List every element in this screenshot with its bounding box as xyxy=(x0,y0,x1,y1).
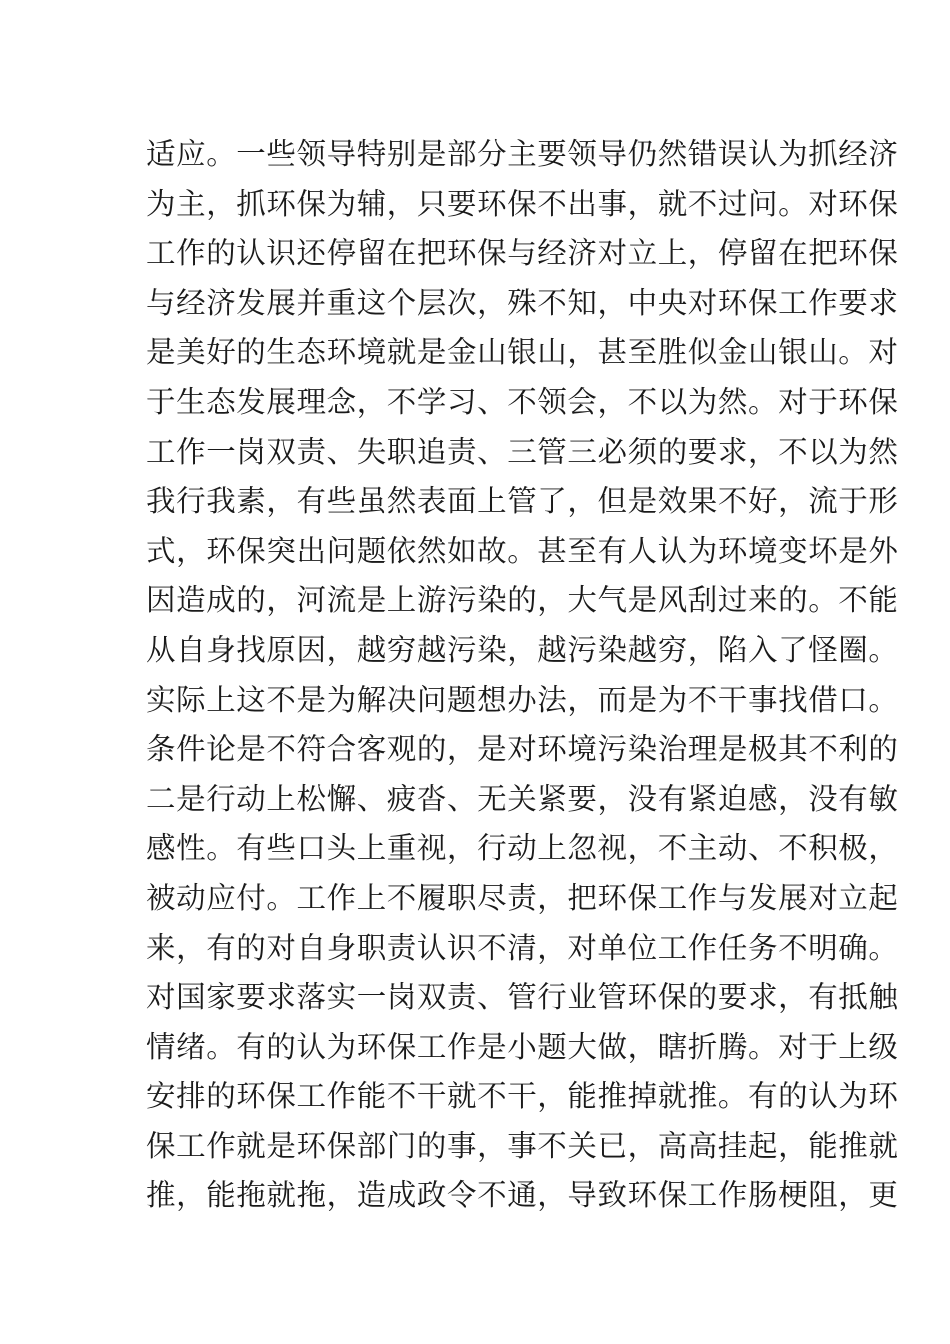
text-line-5: 是美好的生态环境就是金山银山，甚至胜似金山银山。对 xyxy=(146,335,899,370)
text-line-11: 从自身找原因，越穷越污染，越污染越穷，陷入了怪圈。 xyxy=(146,632,899,667)
text-line-18: 对国家要求落实一岗双责、管行业管环保的要求，有抵触 xyxy=(146,980,899,1015)
text-line-7: 工作一岗双责、失职追责、三管三必须的要求，不以为然 xyxy=(146,434,899,469)
text-line-3: 工作的认识还停留在把环保与经济对立上，停留在把环保 xyxy=(146,236,899,271)
text-line-8: 我行我素，有些虽然表面上管了，但是效果不好，流于形 xyxy=(146,484,899,519)
text-line-10: 因造成的，河流是上游污染的，大气是风刮过来的。不能 xyxy=(146,583,899,618)
text-line-15: 感性。有些口头上重视，行动上忽视，不主动、不积极， xyxy=(146,831,899,866)
text-line-12: 实际上这不是为解决问题想办法，而是为不干事找借口。 xyxy=(146,682,899,717)
text-line-1: 适应。一些领导特别是部分主要领导仍然错误认为抓经济 xyxy=(146,137,899,171)
text-line-21: 保工作就是环保部门的事，事不关已，高高挂起，能推就 xyxy=(146,1128,899,1163)
text-line-22: 推，能拖就拖，造成政令不通，导致环保工作肠梗阻，更 xyxy=(146,1178,899,1213)
text-line-19: 情绪。有的认为环保工作是小题大做，瞎折腾。对于上级 xyxy=(146,1029,899,1064)
text-line-16: 被动应付。工作上不履职尽责，把环保工作与发展对立起 xyxy=(146,880,899,915)
text-line-14: 二是行动上松懈、疲沓、无关紧要，没有紧迫感，没有敏 xyxy=(146,781,899,816)
text-line-9: 式，环保突出问题依然如故。甚至有人认为环境变坏是外 xyxy=(146,533,899,568)
text-line-2: 为主，抓环保为辅，只要环保不出事，就不过问。对环保 xyxy=(146,186,899,221)
text-line-4: 与经济发展并重这个层次，殊不知，中央对环保工作要求 xyxy=(146,285,899,320)
text-line-20: 安排的环保工作能不干就不干，能推掉就推。有的认为环 xyxy=(146,1079,899,1114)
text-line-17: 来，有的对自身职责认识不清，对单位工作任务不明确。 xyxy=(146,930,899,965)
text-line-13: 条件论是不符合客观的，是对环境污染治理是极其不利的 xyxy=(146,732,899,767)
body-text xyxy=(146,130,899,1221)
text-line-6: 于生态发展理念，不学习、不领会，不以为然。对于环保 xyxy=(146,384,899,419)
